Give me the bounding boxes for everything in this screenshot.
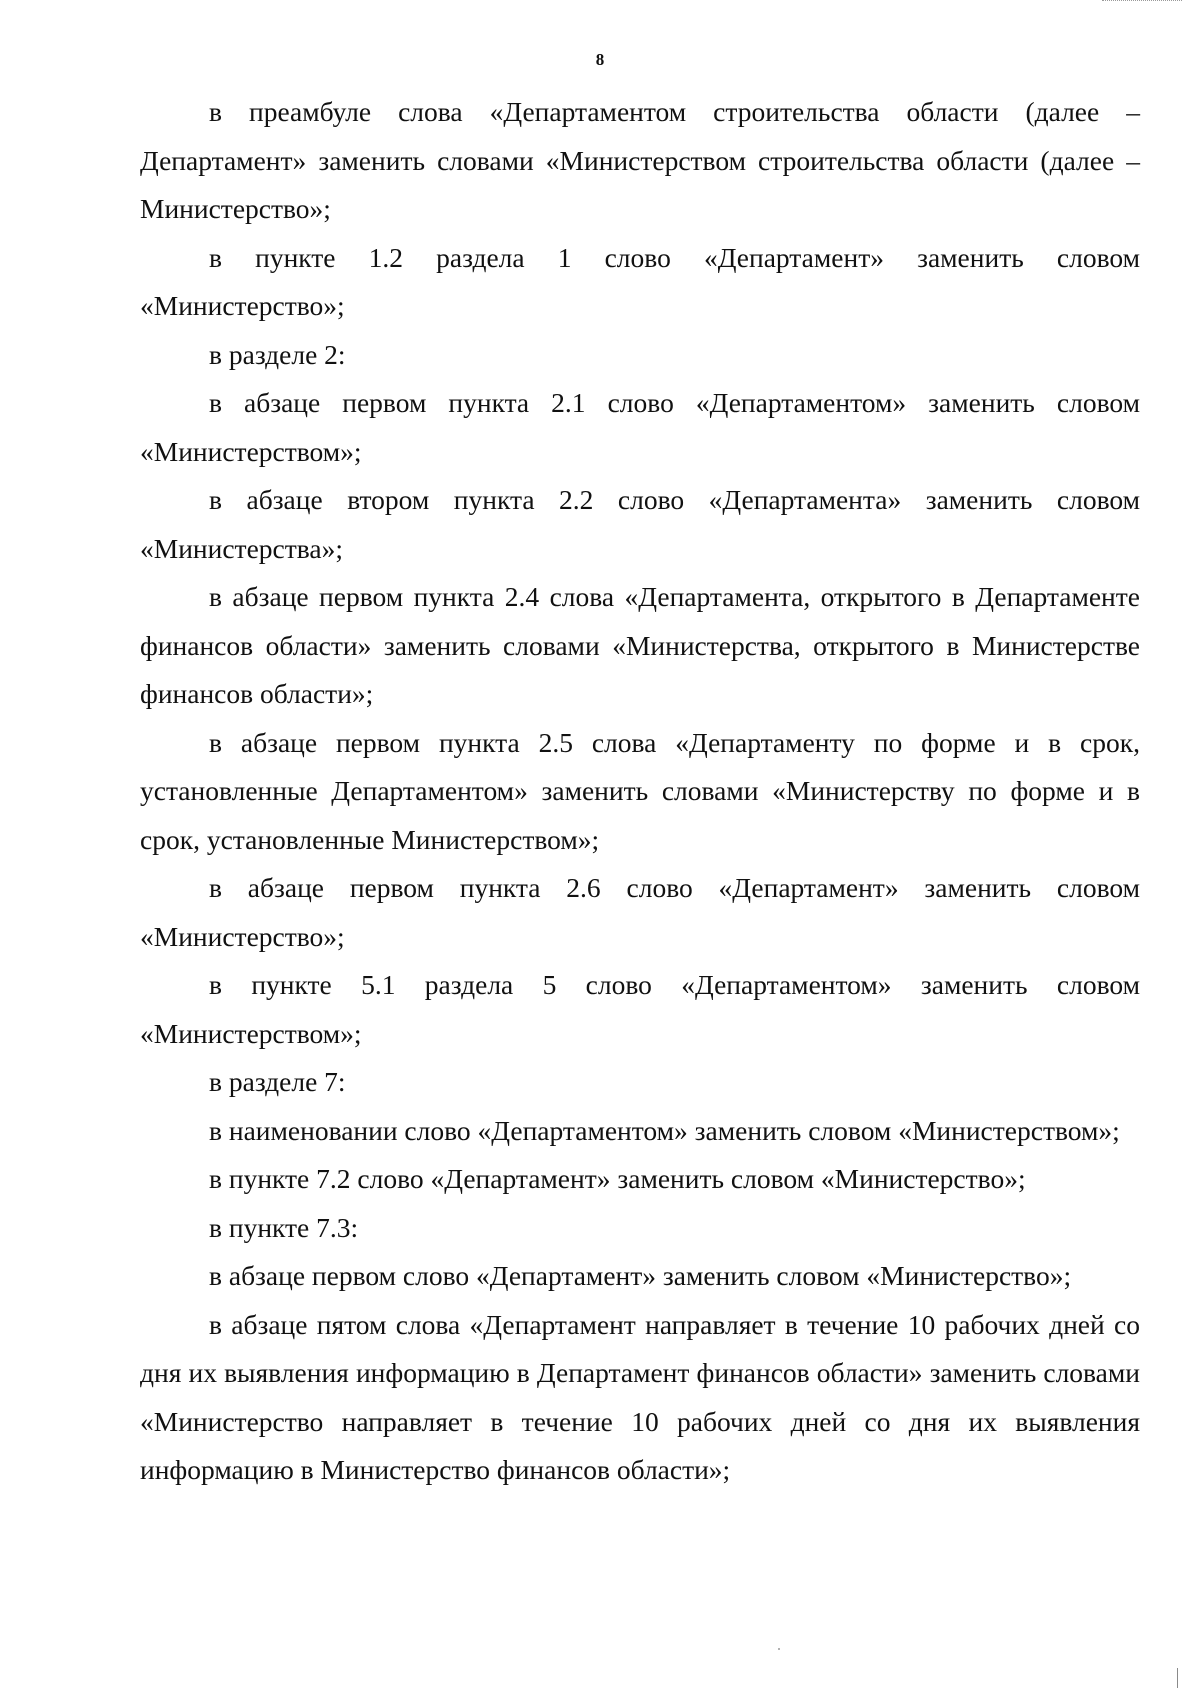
scan-edge-mark [1102,0,1182,4]
document-body [140,88,1140,1495]
paragraph-section-7: в разделе 7: [209,1066,346,1097]
paragraph-preamble: в преамбуле слова «Департаментом строительства области (далее – Департамент» заменить словами «Министерством строительства области (далее – Министерство»; [140,96,1140,224]
paragraph-item-2-2: в абзаце втором пункта 2.2 слово «Департамента» заменить словом «Министерства»; [140,484,1140,564]
paragraph-item-7-3: в пункте 7.3: [209,1211,359,1243]
paragraph-item-7-3-fifth: в абзаце пятом слова «Департамент направляет в течение 10 рабочих дней со дня их выявления информацию в Департамент финансов области» заменить словами «Министерство направляет в течение 10 рабочих дней со дня их выявления информацию в Министерство финансов области»; [140,1308,1140,1485]
paragraph-item-7-2: в пункте 7.2 слово «Департамент» заменить словом «Министерство»; [209,1163,1026,1194]
page-number: 8 [595,50,605,69]
paragraph-item-7-3-first: в абзаце первом слово «Департамент» заменить словом «Министерство»; [209,1260,1072,1291]
paragraph-item-2-4: в абзаце первом пункта 2.4 слова «Департамента, открытого в Департаменте финансов области» заменить словами «Министерства, открытого в Министерстве финансов области»; [140,581,1140,709]
paragraph-item-2-1: в абзаце первом пункта 2.1 слово «Департаментом» заменить словом «Министерством»; [140,387,1140,467]
paragraph-item-2-6: в абзаце первом пункта 2.6 слово «Департамент» заменить словом «Министерство»; [140,872,1140,952]
paragraph-section-7-title: в наименовании слово «Департаментом» заменить словом «Министерством»; [209,1114,1120,1146]
scan-edge-tick [1177,1668,1178,1688]
paragraph-section-2: в разделе 2: [209,338,346,370]
paragraph-item-1-2: в пункте 1.2 раздела 1 слово «Департамент» заменить словом «Министерство»; [140,241,1140,321]
paragraph-item-5-1: в пункте 5.1 раздела 5 слово «Департаментом» заменить словом «Министерством»; [140,969,1140,1049]
paragraph-item-2-5: в абзаце первом пункта 2.5 слова «Департаменту по форме и в срок, установленные Департаментом» заменить словами «Министерству по форме и в срок, установленные Министерством»; [140,726,1140,855]
scan-speck [778,1648,780,1650]
